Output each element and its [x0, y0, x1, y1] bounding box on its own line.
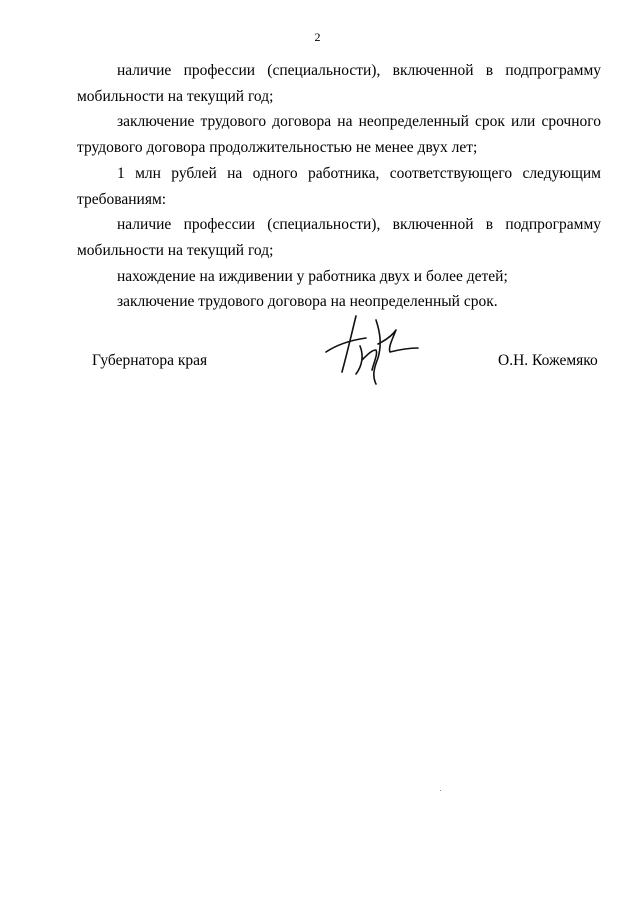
paragraph: 1 млн рублей на одного работника, соответствующего следующим требованиям:: [77, 164, 601, 208]
handwritten-signature: [322, 310, 422, 388]
signatory-title: Губернатора края: [92, 352, 208, 369]
document-body: [77, 58, 601, 315]
paragraph: наличие профессии (специальности), включенной в подпрограмму мобильности на текущий год;: [77, 216, 601, 259]
signature-block: [0, 340, 635, 400]
paragraph: заключение трудового договора на неопределенный срок или срочного трудового договора продолжительностью не менее двух лет;: [77, 113, 601, 157]
page-number: 2: [314, 30, 321, 44]
paragraph: заключение трудового договора на неопределенный срок.: [117, 293, 498, 311]
scan-speck: [440, 790, 441, 791]
paragraph: наличие профессии (специальности), включенной в подпрограмму мобильности на текущий год;: [77, 62, 601, 105]
paragraph: нахождение на иждивении у работника двух и более детей;: [117, 267, 508, 285]
signatory-name: О.Н. Кожемяко: [498, 352, 598, 369]
